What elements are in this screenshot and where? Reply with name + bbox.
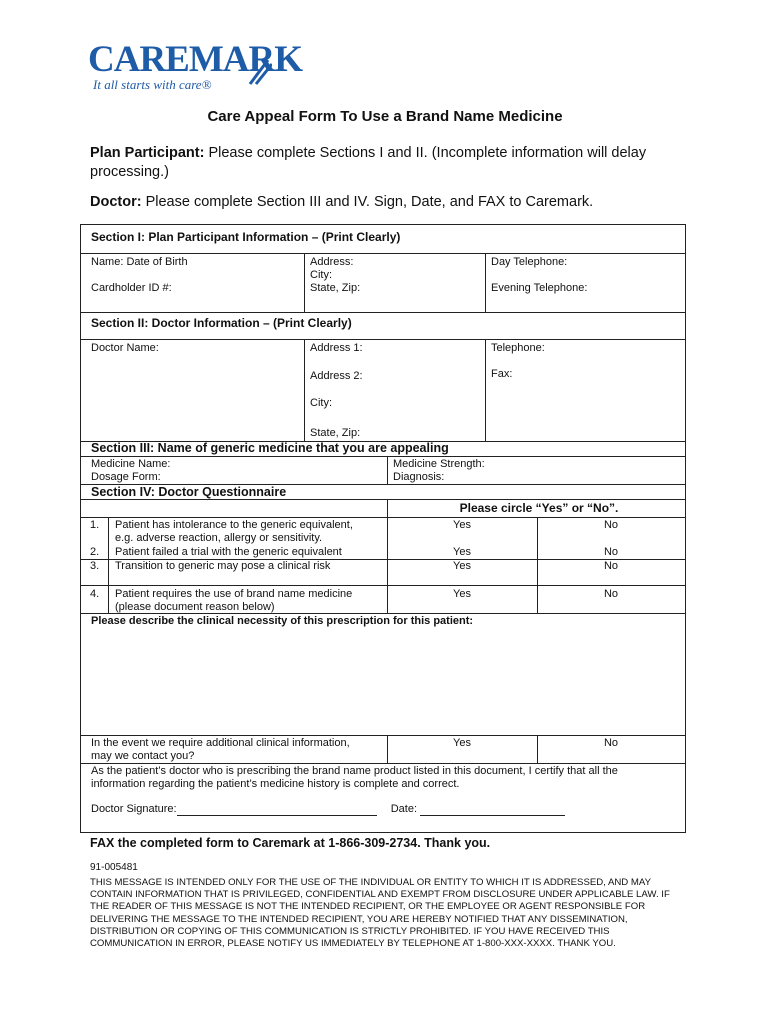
section1-heading: Section I: Plan Participant Information – (Print Clearly) [91,230,401,244]
participant-state-zip-field[interactable]: State, Zip: [310,282,361,294]
q3-yes-option[interactable]: Yes [453,560,471,572]
q1-yes-option[interactable]: Yes [453,519,471,531]
form-code: 91-005481 [90,862,138,873]
question-text: Patient requires the use of brand name medicine [115,588,353,600]
q2-no-option[interactable]: No [603,546,619,558]
question-text-cont: (please document reason below) [115,601,275,613]
doctor-address2-field[interactable]: Address 2: [310,370,363,382]
name-dob-field[interactable]: Name: Date of Birth [91,256,188,268]
diagnosis-field[interactable]: Diagnosis: [393,471,445,483]
date-label: Date: [390,803,418,815]
appeal-form-table [80,224,686,833]
contact-question: In the event we require additional clinical information, [91,737,350,749]
medicine-strength-field[interactable]: Medicine Strength: [393,458,485,470]
clinical-necessity-area[interactable] [91,630,679,730]
doctor-instructions [90,193,690,212]
cardholder-id-field[interactable]: Cardholder ID #: [91,282,172,294]
doctor-label: Doctor: [90,194,142,210]
circle-instruction: Please circle “Yes” or “No”. [459,501,619,515]
form-title: Care Appeal Form To Use a Brand Name Medicine [207,108,563,125]
certification-text-cont: information regarding the patient’s medicine history is complete and correct. [91,778,460,790]
doctor-signature-row [91,803,565,816]
question-text: Patient failed a trial with the generic equivalent [115,546,342,558]
question-number: 2. [90,546,100,558]
doctor-address1-field[interactable]: Address 1: [310,342,363,354]
signature-label: Doctor Signature: [91,803,177,815]
question-text: Transition to generic may pose a clinical risk [115,560,331,572]
question-number: 3. [90,560,100,572]
confidentiality-disclaimer: THIS MESSAGE IS INTENDED ONLY FOR THE USE OF THE INDIVIDUAL OR ENTITY TO WHICH IT IS ADDRESSED, AND MAY CONTAIN INFORMATION THAT IS PRIVILEGED, CONFIDENTIAL AND EXEMPT FROM DISCLOSURE UNDER APPLICABLE LAW. IF THE READER OF THIS MESSAGE IS NOT THE INTENDED RECIPIENT, OR THE EMPLOYEE OR AGENT RESPONSIBLE FOR DELIVERING THE MESSAGE TO THE INTENDED RECIPIENT, YOU ARE HEREBY NOTIFIED THAT ANY DISSEMINATION, DISTRIBUTION OR COPYING OF THIS COMMUNICATION IS STRICTLY PROHIBITED. IF YOU HAVE RECEIVED THIS COMMUNICATION IN ERROR, PLEASE NOTIFY US IMMEDIATELY BY TELEPHONE AT 1-800-XXX-XXXX. THANK YOU. [90,877,670,950]
question-text-cont: e.g. adverse reaction, allergy or sensitivity. [115,532,323,544]
logo-tagline: It all starts with care® [93,77,212,92]
signature-line[interactable] [177,815,377,816]
participant-address-field[interactable]: Address: [310,256,354,268]
question-text: Patient has intolerance to the generic equivalent, [115,519,353,531]
doctor-state-zip-field[interactable]: State, Zip: [310,427,361,439]
section4-heading: Section IV: Doctor Questionnaire [91,485,287,499]
doctor-text: Please complete Section III and IV. Sign, Date, and FAX to Caremark. [141,194,594,210]
q4-no-option[interactable]: No [603,588,619,600]
medicine-name-field[interactable]: Medicine Name: [91,458,171,470]
certification-text: As the patient’s doctor who is prescribing the brand name product listed in this document, I certify that all the [91,765,618,777]
caremark-logo [88,39,302,100]
logo-wordmark: CAREMARK [88,39,302,80]
date-line[interactable] [420,815,565,816]
participant-label: Plan Participant: [90,145,205,161]
q4-yes-option[interactable]: Yes [453,588,471,600]
participant-text: Please complete Sections I and II. (Incomplete information will delay processing.) [90,145,647,180]
contact-yes-option[interactable]: Yes [453,737,471,749]
q1-no-option[interactable]: No [603,519,619,531]
doctor-telephone-field[interactable]: Telephone: [491,342,545,354]
question-number: 1. [90,519,100,531]
participant-instructions [90,144,690,182]
contact-no-option[interactable]: No [603,737,619,749]
dosage-form-field[interactable]: Dosage Form: [91,471,161,483]
participant-city-field[interactable]: City: [310,269,332,281]
day-telephone-field[interactable]: Day Telephone: [491,256,568,268]
doctor-city-field[interactable]: City: [310,397,332,409]
rx-mark-icon [246,58,272,86]
contact-question-cont: may we contact you? [91,750,195,762]
q3-no-option[interactable]: No [603,560,619,572]
q2-yes-option[interactable]: Yes [453,546,471,558]
section3-heading: Section III: Name of generic medicine that you are appealing [91,441,449,455]
clinical-necessity-label: Please describe the clinical necessity of this prescription for this patient: [91,615,474,627]
question-number: 4. [90,588,100,600]
fax-instruction: FAX the completed form to Caremark at 1-866-309-2734. Thank you. [90,836,491,850]
doctor-fax-field[interactable]: Fax: [491,368,513,380]
doctor-name-field[interactable]: Doctor Name: [91,342,159,354]
section2-heading: Section II: Doctor Information – (Print Clearly) [91,316,352,330]
evening-telephone-field[interactable]: Evening Telephone: [491,282,588,294]
